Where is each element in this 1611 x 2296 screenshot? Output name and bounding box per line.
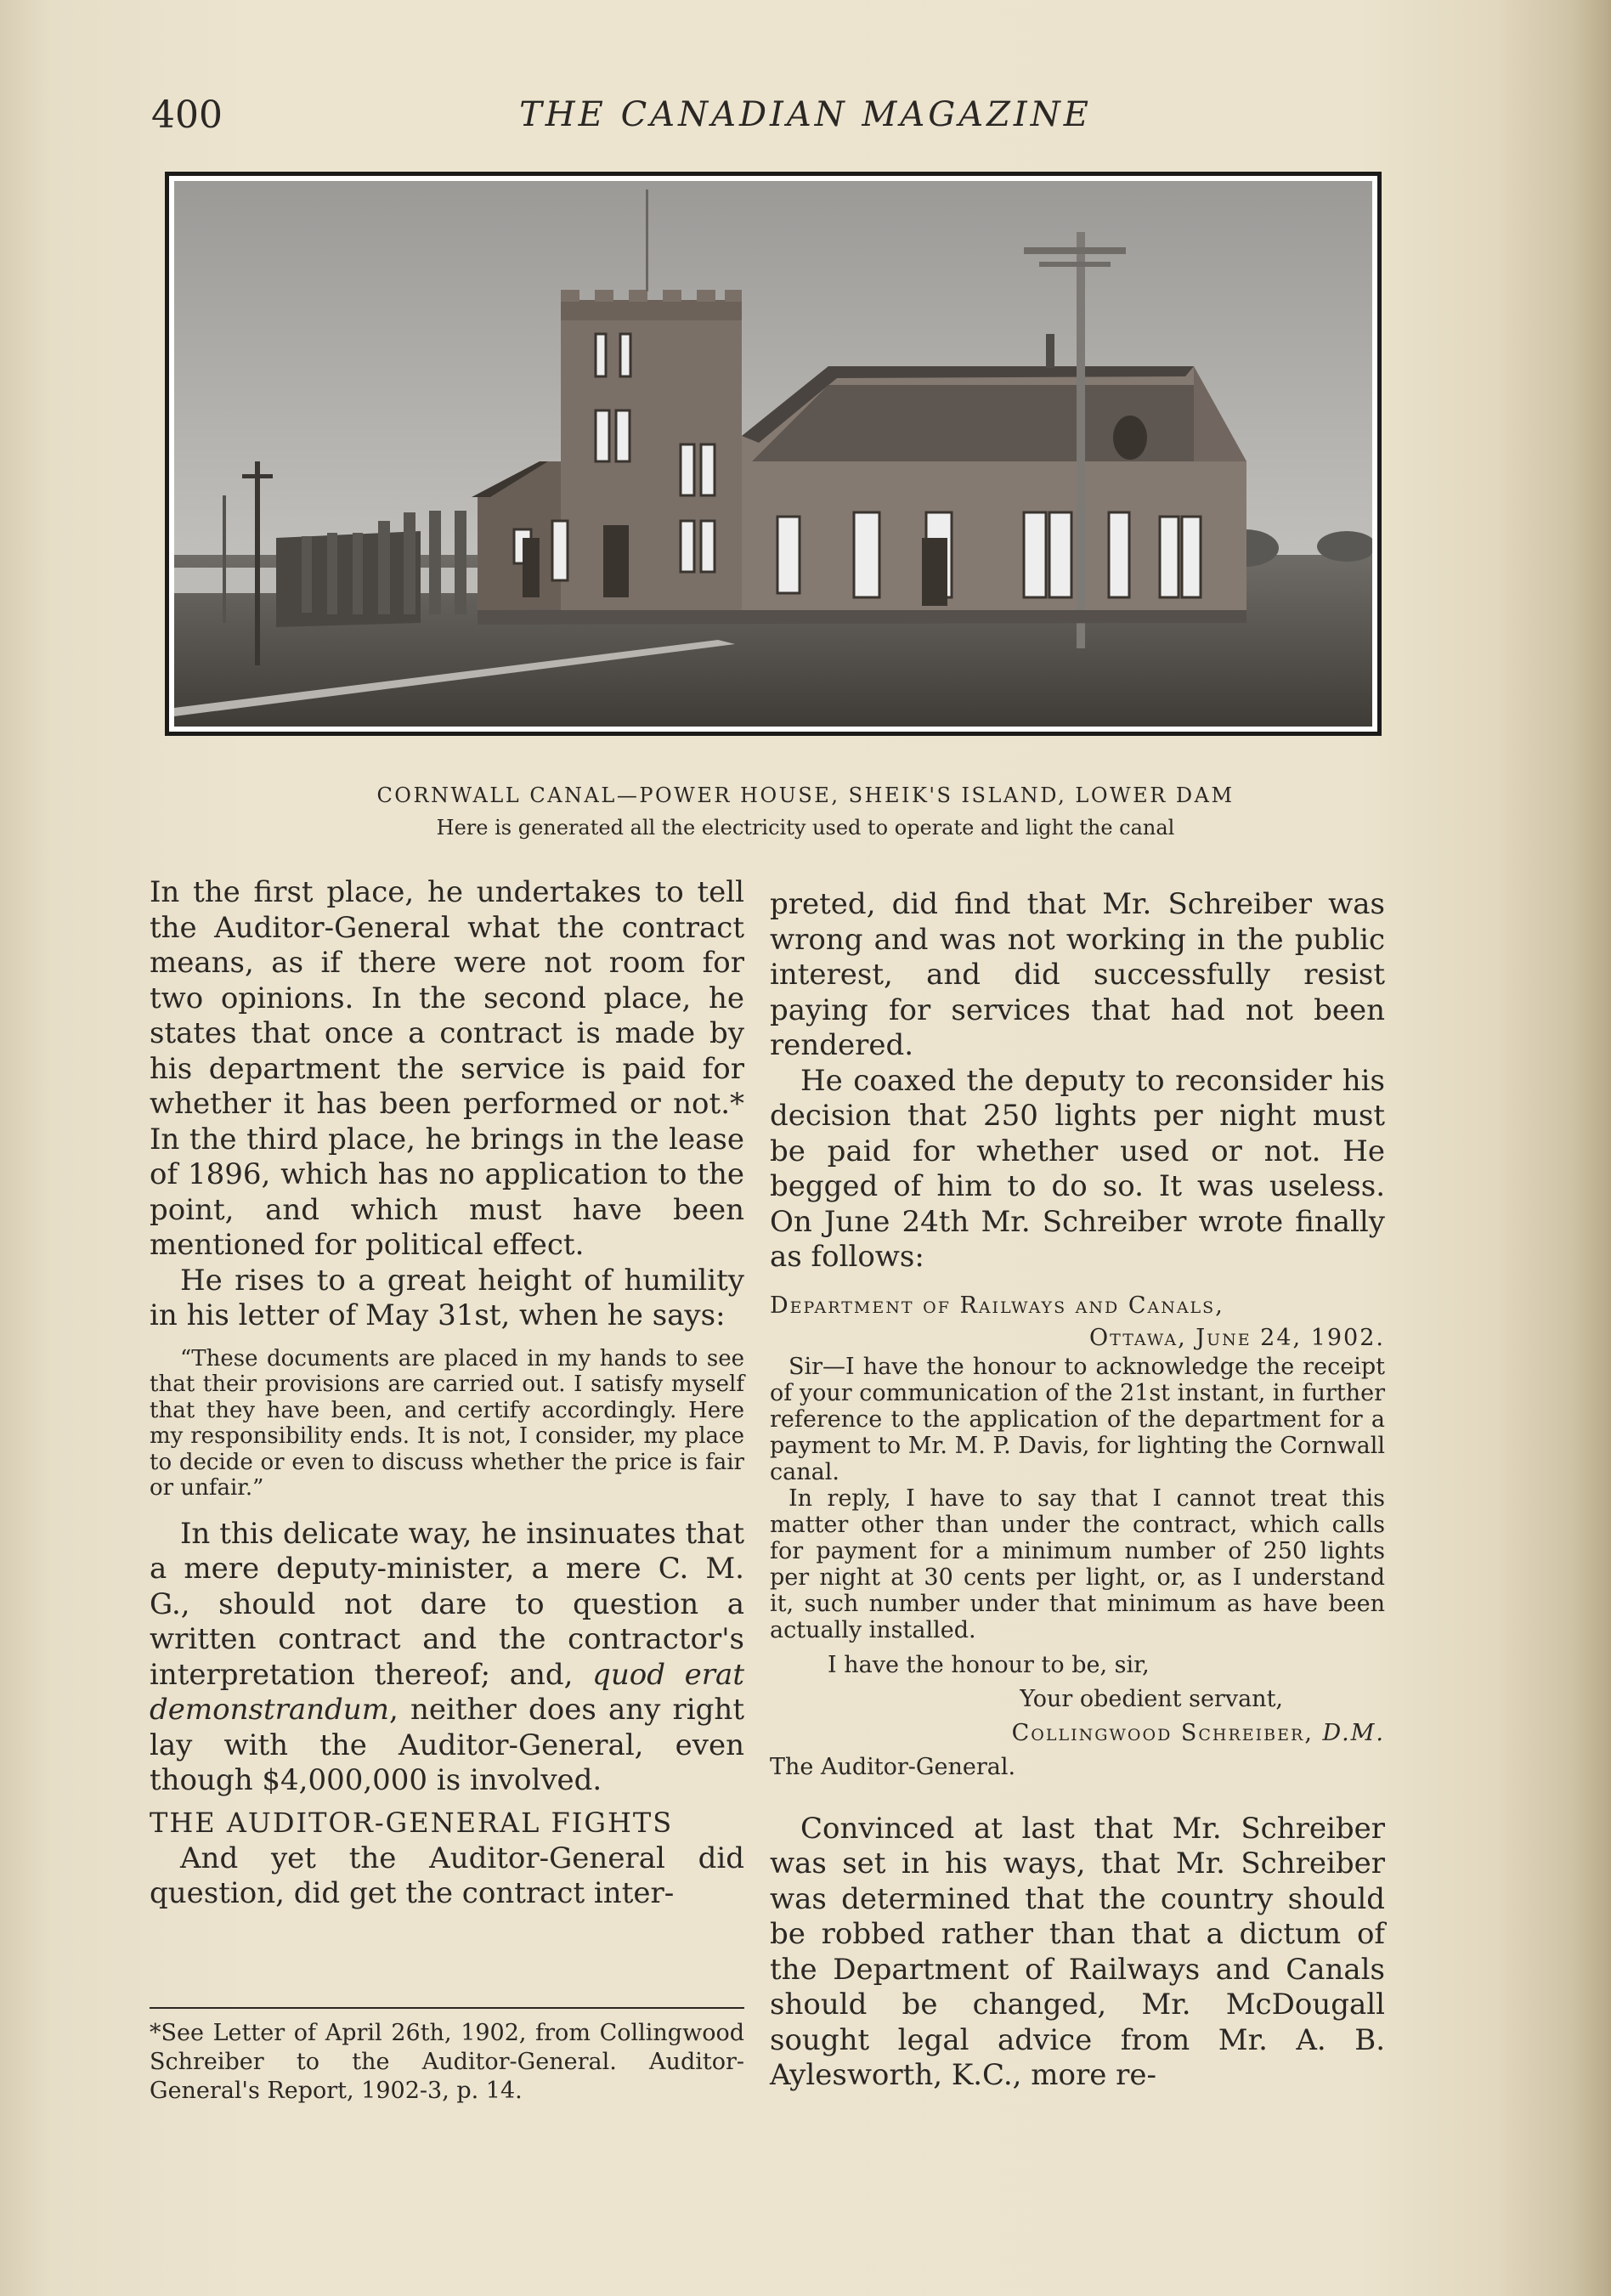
signature-title: D.M.	[1322, 1719, 1385, 1746]
figure-caption-title: CORNWALL CANAL—POWER HOUSE, SHEIK'S ISLAND, LOWER DAM	[376, 783, 1235, 807]
letter-closing: I have the honour to be, sir,	[828, 1651, 1150, 1678]
right-column	[770, 887, 1385, 2094]
page-number: 400	[151, 93, 223, 137]
paragraph: He rises to a great height of humility in his letter of May 31st, when he says:	[150, 1263, 744, 1332]
letter-signature	[770, 1716, 1385, 1750]
letter-heading: Department of Railways and Canals,	[770, 1292, 1224, 1319]
paragraph: In the first place, he undertakes to tell the Auditor-General what the contract means, as if there were not room for two opinions. In the second place, he states that once a contract is made by his department the service is paid for whether it has been performed or not.* In the third place, he brings in the lease of 1896, which has no application to the point, and which must have been mentioned for political effect.	[150, 875, 744, 1262]
paragraph: Convinced at last that Mr. Schreiber was set in his ways, that Mr. Schreiber was determined that the country should be robbed rather than that a dictum of the Department of Railways and Canals should be changed, Mr. McDougall sought legal advice from Mr. A. B. Aylesworth, K.C., more re-	[770, 1811, 1385, 2092]
quote-text: “These documents are placed in my hands to see that their provisions are carried out. I satisfy myself that they have been, and certify accordingly. Here my responsibility ends. It is not, I consider, my place to decide or even to discuss whether the price is fair or unfair.”	[150, 1345, 744, 1501]
letter-paragraph: In reply, I have to say that I cannot treat this matter other than under the contract, which calls for payment for a minimum number of 250 lights per night at 30 cents per light, or, as I understand it, such number under that minimum as have been actually installed.	[770, 1484, 1385, 1643]
left-column	[150, 875, 744, 1912]
letter-addressee: The Auditor-General.	[770, 1753, 1016, 1780]
footnote: *See Letter of April 26th, 1902, from Collingwood Schreiber to the Auditor-General. Auditor-General's Report, 1902-3, p. 14.	[150, 2020, 744, 2104]
signature-name: Collingwood Schreiber,	[1011, 1719, 1314, 1746]
section-heading: THE AUDITOR-GENERAL FIGHTS	[150, 1806, 674, 1839]
running-title: THE CANADIAN MAGAZINE	[519, 95, 1092, 134]
footnote-rule	[150, 2007, 744, 2009]
paragraph	[150, 1517, 744, 1799]
letter-body	[770, 1354, 1385, 1643]
letter-paragraph: Sir—I have the honour to acknowledge the receipt of your communication of the 21st instant, in further reference to the application of the department for a payment to Mr. M. P. Davis, for lighting the Cornwall canal.	[770, 1353, 1385, 1485]
paragraph: And yet the Auditor-General did question, did get the contract inter-	[150, 1841, 744, 1910]
letter-date: Ottawa, June 24, 1902.	[1089, 1324, 1385, 1351]
paragraph: preted, did find that Mr. Schreiber was wrong and was not working in the public interest, and did successfully resist paying for services that had not been rendered.	[770, 887, 1385, 1062]
figure-caption-subtitle: Here is generated all the electricity used to operate and light the canal	[436, 816, 1175, 840]
text-run: In this delicate way, he insinuates that a mere deputy-minister, a mere C. M. G., should not dare to question a written contract and the contractor's interpretation thereof; and,	[150, 1516, 744, 1692]
power-house-photo	[174, 181, 1372, 727]
latin-phrase: quod erat demonstrandum	[150, 1657, 744, 1727]
paragraph: He coaxed the deputy to reconsider his decision that 250 lights per night must be paid for whether used or not. He begged of him to do so. It was useless. On June 24th Mr. Schreiber wrote finally as follows:	[770, 1063, 1385, 1274]
figure-frame	[165, 172, 1382, 736]
power-house-illustration	[174, 181, 1372, 727]
block-quote	[150, 1346, 744, 1501]
text-run: , neither does any right lay with the Auditor-General, even though $4,000,000 is involved.	[150, 1693, 744, 1797]
letter-closing: Your obedient servant,	[1020, 1685, 1283, 1712]
